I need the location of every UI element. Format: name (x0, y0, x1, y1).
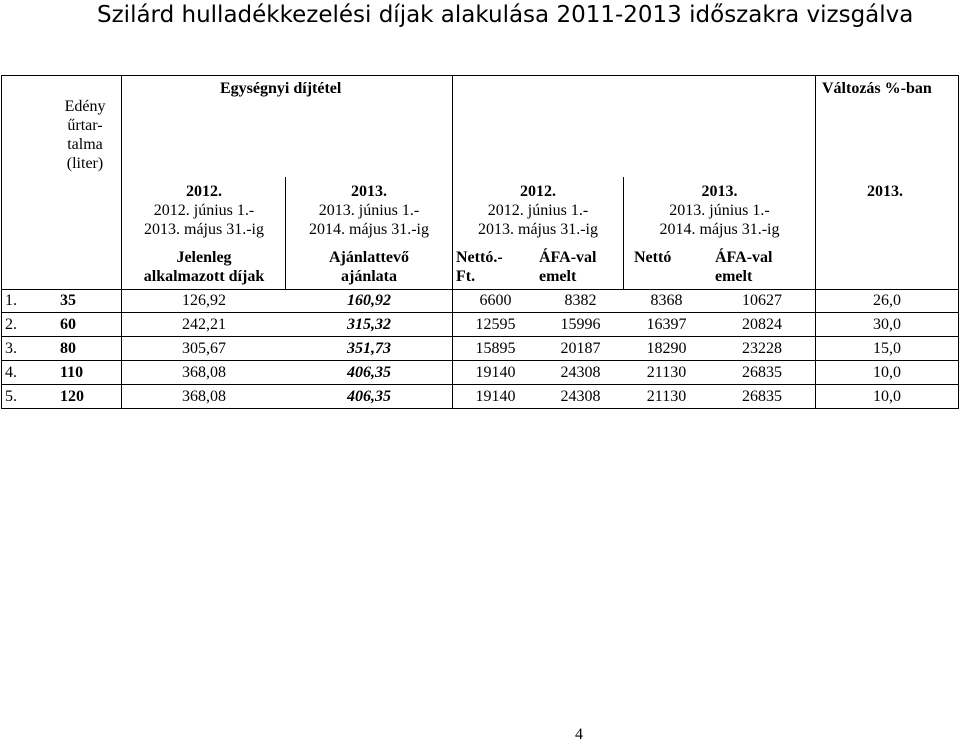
col-b2012-year: 2012. (520, 183, 556, 200)
col-b2012-range1: 2012. június 1.- (487, 202, 589, 219)
col-2012-range2: 2013. május 31.-ig (144, 221, 264, 238)
col-b2012-range2: 2013. május 31.-ig (478, 221, 598, 238)
grid-line (815, 75, 816, 409)
grid-line (958, 75, 959, 409)
subheader-netto-2012: Nettó.- (456, 249, 503, 266)
subheader-jelenleg: Jelenleg (176, 249, 232, 266)
page-title: Szilárd hulladékkezelési díjak alakulása 2011-2013 időszakra vizsgálva (97, 2, 914, 28)
col-2013-range1: 2013. június 1.- (318, 202, 420, 219)
grid-line (1, 75, 2, 409)
subheader-netto-2012-2: Ft. (456, 268, 476, 285)
subheader-afa-2013-2: emelt (715, 268, 753, 285)
subheader-ajanlat: Ajánlattevő (329, 249, 409, 266)
grid-line (121, 75, 122, 409)
col-b2013-range1: 2013. június 1.- (669, 202, 770, 219)
subheader-afa-2013: ÁFA-val (715, 249, 773, 266)
header-egysegnyi: Egységnyi díjtétel (220, 80, 342, 97)
col-2013-range2: 2014. május 31.-ig (309, 221, 429, 238)
subheader-ajanlat-2: ajánlata (341, 268, 397, 285)
page-number: 4 (575, 726, 583, 743)
header-valtozas: Változás %-ban (822, 80, 932, 97)
subheader-afa-2012-2: emelt (539, 268, 577, 285)
subheader-jelenleg-2: alkalmazott díjak (143, 268, 265, 285)
grid-line (452, 75, 453, 409)
col-2013-year: 2013. (351, 183, 387, 200)
col-b2013-year: 2013. (701, 183, 738, 200)
col-b2013-range2: 2014. május 31.-ig (659, 221, 780, 238)
valtozas-year: 2013. (867, 183, 903, 200)
subheader-afa-2012: ÁFA-val (539, 249, 597, 266)
subheader-netto-2013: Nettó (634, 249, 672, 266)
col-2012-year: 2012. (186, 183, 222, 200)
col-2012-range1: 2012. június 1.- (153, 202, 255, 219)
